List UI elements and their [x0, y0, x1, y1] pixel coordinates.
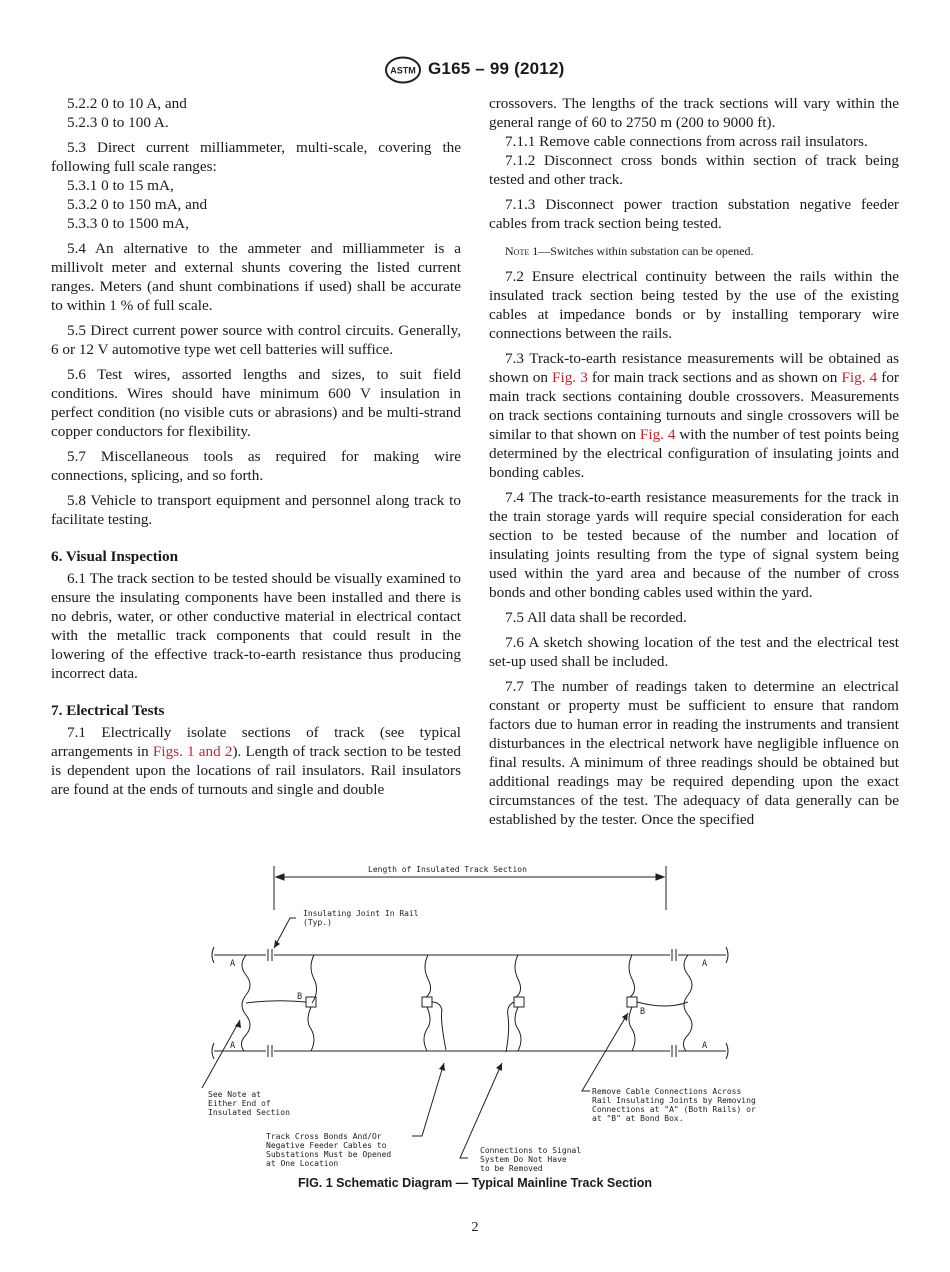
- figs-1-2-link[interactable]: Figs. 1 and 2: [152, 743, 233, 760]
- bond-1-top-cable: [311, 955, 317, 1003]
- left-column: [51, 94, 461, 799]
- top-rail-break-right: [726, 947, 728, 963]
- remove-label-line-1: Remove Cable Connections Across: [592, 1087, 742, 1096]
- figure-1-caption: FIG. 1 Schematic Diagram — Typical Mainline Track Section: [297, 1176, 653, 1190]
- paragraph-7-3: [489, 349, 899, 482]
- bond-4-bottom-cable: [629, 1007, 635, 1051]
- document-id: G165 – 99 (2012): [428, 59, 565, 78]
- bond-1-bottom-cable: [308, 1007, 314, 1051]
- bonds-label-line-1: Track Cross Bonds And/Or: [266, 1132, 382, 1141]
- paragraph-5-7: 5.7 Miscellaneous tools as required for making wire connections, splicing, and so forth.: [51, 448, 461, 484]
- remove-arrowhead: [622, 1013, 628, 1021]
- remove-label-line-3: Connections at "A" (Both Rails) or: [592, 1105, 756, 1114]
- top-rail-break-left: [212, 947, 214, 963]
- bond-3-bottom-cable: [515, 1007, 521, 1051]
- bottom-rail-break-left: [212, 1043, 214, 1059]
- bond-box-3: [514, 997, 524, 1007]
- astm-logo-icon: [384, 56, 422, 84]
- bonds-label-line-2: Negative Feeder Cables to: [266, 1141, 387, 1150]
- note-label-line-2: Either End of: [208, 1099, 271, 1108]
- remove-leader: [582, 1013, 628, 1091]
- section-heading-7: 7. Electrical Tests: [51, 702, 165, 719]
- paragraph-7-1-2: 7.1.2 Disconnect cross bonds within section of track being tested and other track.: [489, 152, 899, 188]
- section-heading-6: 6. Visual Inspection: [51, 548, 179, 565]
- fig-4-link-2[interactable]: Fig. 4: [639, 426, 676, 443]
- bond-4-side-cable: [637, 1002, 688, 1006]
- paragraph-5-5: 5.5 Direct current power source with control circuits. Generally, 6 or 12 V automotive type wet cell batteries will suffice.: [51, 322, 461, 358]
- paragraph-7-7: 7.7 The number of readings taken to determine an electrical constant or property must be sufficient to ensure that random factors due to human error in reading the instruments and transient disturbances in the electrical network have negligible influence on final results. A minimum of three readings should be obtained but additional readings may be required depending upon the exact circumstances of the test. The adequacy of data generally can be established by the tester. Once the specified: [489, 678, 899, 828]
- paragraph-7-1-1: 7.1.1 Remove cable connections from across rail insulators.: [505, 133, 868, 150]
- paragraph-5-2-2: 5.2.2 0 to 10 A, and: [67, 95, 187, 112]
- dimension-arrow-right: [656, 874, 664, 880]
- paragraph-7-5: 7.5 All data shall be recorded.: [505, 609, 687, 626]
- bond-3-top-cable: [515, 955, 521, 997]
- paragraph-5-8: 5.8 Vehicle to transport equipment and personnel along track to facilitate testing.: [51, 492, 461, 528]
- fig-4-link[interactable]: Fig. 4: [841, 369, 878, 386]
- joint-label-line-1: Insulating Joint In Rail: [303, 909, 419, 918]
- remove-label-line-2: Rail Insulating Joints by Removing: [592, 1096, 756, 1105]
- joint-label-line-2: (Typ.): [303, 918, 332, 927]
- paragraph-7-3-text-c: for main track sections containing double crossovers. Measurements on track sections containing turnouts and single crossovers will be similar to that shown on: [489, 369, 899, 443]
- paragraph-7-6: 7.6 A sketch showing location of the test and the electrical test set-up used shall be included.: [489, 634, 899, 670]
- right-column: [489, 94, 899, 829]
- length-label: Length of Insulated Track Section: [368, 865, 527, 874]
- bond-2-side-cable: [432, 1002, 446, 1050]
- label-a-bottom-left: A: [230, 1041, 236, 1051]
- paragraph-5-3-1: 5.3.1 0 to 15 mA,: [67, 177, 174, 194]
- paragraph-7-4: 7.4 The track-to-earth resistance measurements for the track in the train storage yards will require special consideration for each section to be tested because of the number and location of insulating joints resulting from the type of signal system being used within the yard area and because of the number of cross bonds and other bonding cables used within the yard.: [489, 489, 899, 601]
- signal-label-line-1: Connections to Signal: [480, 1146, 582, 1155]
- paragraph-5-6: 5.6 Test wires, assorted lengths and sizes, to suit field conditions. Wires should have minimum 600 V insulation in perfect condition (no visible cuts or abrasions) and be multi-strand copper conductors for flexibility.: [51, 366, 461, 440]
- bonds-leader: [412, 1063, 444, 1136]
- paragraph-7-3-text-d: with the number of test points being determined by the electrical configuration of insulating joints and bonding cables.: [489, 426, 899, 481]
- paragraph-5-4: 5.4 An alternative to the ammeter and milliammeter is a millivolt meter and external shunts covering the listed current ranges. Meters (and shunt combinations if used) shall be accurate to within 1 % of full scale.: [51, 240, 461, 314]
- fig-3-link[interactable]: Fig. 3: [552, 369, 588, 386]
- page-number: 2: [471, 1220, 479, 1235]
- paragraph-7-3-text-b: for main track sections and as shown on: [587, 369, 842, 386]
- page-header: [0, 56, 950, 86]
- label-a-top-left: A: [230, 959, 236, 969]
- figure-1-schematic: [196, 858, 756, 1178]
- bond-4-top-cable: [629, 955, 635, 997]
- paragraph-7-1-text-a: 7.1 Electrically isolate sections of track (see typical arrangements in: [51, 724, 461, 760]
- note-leader: [202, 1020, 240, 1088]
- paragraph-7-3-text-a: 7.3 Track-to-earth resistance measurements will be obtained as shown on: [489, 350, 899, 386]
- paragraph-7-1-3: 7.1.3 Disconnect power traction substation negative feeder cables from track section being tested.: [489, 196, 899, 232]
- paragraph-6-1: 6.1 The track section to be tested should be visually examined to ensure the insulating components have been installed and there is no debris, water, or other conductive material in electrical contact with the metallic track components that could result in the lowering of the effective track-to-earth resistance thus producing incorrect data.: [51, 570, 461, 682]
- bond-3-side-cable: [506, 1002, 514, 1052]
- paragraph-5-3-2: 5.3.2 0 to 150 mA, and: [67, 196, 208, 213]
- logo-text: ASTM: [390, 65, 416, 76]
- note-label: Note 1: [505, 244, 539, 258]
- label-a-top-right: A: [702, 959, 708, 969]
- signal-label-line-3: to be Removed: [480, 1164, 543, 1173]
- paragraph-5-3: 5.3 Direct current milliammeter, multi-scale, covering the following full scale ranges:: [51, 139, 461, 175]
- joint-arrowhead: [274, 940, 280, 948]
- paragraph-7-1: [51, 723, 461, 799]
- bond-box-4: [627, 997, 637, 1007]
- bonds-arrowhead: [439, 1063, 445, 1071]
- paragraph-5-3-3: 5.3.3 0 to 1500 mA,: [67, 215, 189, 232]
- bond-box-2: [422, 997, 432, 1007]
- bond-2-bottom-cable: [424, 1007, 430, 1051]
- paragraph-5-2-3: 5.2.3 0 to 100 A.: [67, 114, 169, 131]
- bonds-label-line-4: at One Location: [266, 1159, 339, 1168]
- paragraph-7-1-continued: crossovers. The lengths of the track sections will vary within the general range of 60 to 2750 m (200 to 9000 ft).: [489, 95, 899, 131]
- label-b-right: B: [640, 1007, 646, 1017]
- bottom-rail-break-right: [726, 1043, 728, 1059]
- note-text: —Switches within substation can be opened.: [538, 244, 754, 258]
- signal-label-line-2: System Do Not Have: [480, 1155, 567, 1164]
- remove-label-line-4: at "B" at Bond Box.: [592, 1114, 684, 1123]
- bonds-label-line-3: Substations Must be Opened: [266, 1150, 392, 1159]
- label-b-left: B: [297, 992, 303, 1002]
- track-schematic-diagram: [196, 858, 756, 1178]
- bond-2-top-cable: [425, 955, 431, 997]
- signal-leader: [460, 1063, 502, 1158]
- note-label-line-1: See Note at: [208, 1090, 261, 1099]
- note-1: [489, 242, 899, 261]
- label-a-bottom-right: A: [702, 1041, 708, 1051]
- dimension-arrow-left: [276, 874, 284, 880]
- paragraph-7-2: 7.2 Ensure electrical continuity between the rails within the insulated track section being tested by the use of the existing cables at impedance bonds or by installing temporary wire connections between the rails.: [489, 268, 899, 342]
- note-label-line-3: Insulated Section: [208, 1108, 290, 1117]
- paragraph-7-1-text-b: ). Length of track section to be tested is dependent upon the locations of rail insulators. Rail insulators are found at the ends of turnouts and single and double: [51, 743, 461, 798]
